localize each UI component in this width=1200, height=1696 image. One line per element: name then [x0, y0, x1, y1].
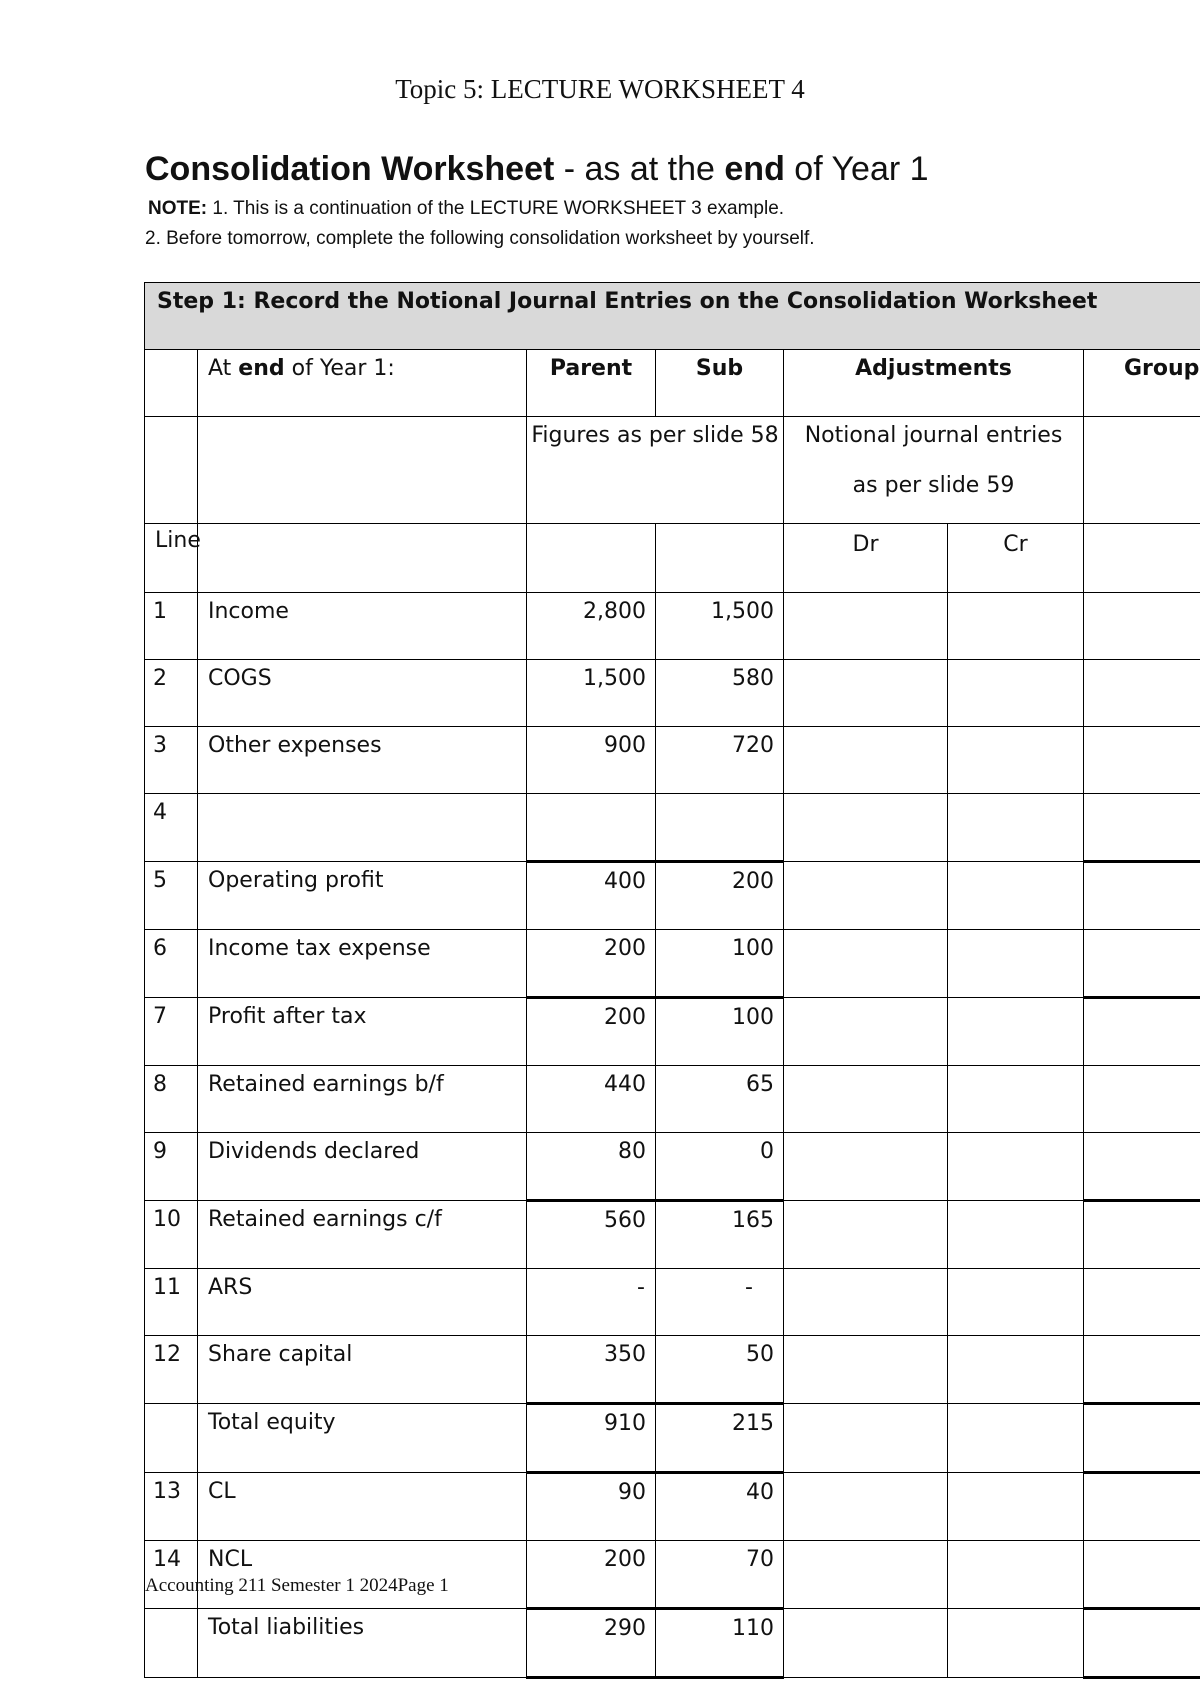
empty-cell [145, 417, 198, 524]
row-description: Other expenses [198, 727, 527, 794]
row-cr-cell [948, 1269, 1084, 1336]
row-line-number: 2 [145, 660, 198, 727]
row-line-number: 10 [145, 1201, 198, 1269]
row-line-number: 5 [145, 862, 198, 930]
figures-note: Figures as per slide 58 [527, 417, 784, 524]
table-row [145, 1066, 1200, 1133]
row-cr-cell [948, 1404, 1084, 1473]
row-parent-value: 560 [527, 1201, 656, 1269]
row-line-number [145, 1404, 198, 1473]
row-sub-value: 65 [656, 1066, 784, 1133]
row-group-cell [1084, 1541, 1200, 1609]
row-description [198, 794, 527, 862]
row-line-number: 1 [145, 593, 198, 660]
row-dr-cell [784, 1269, 948, 1336]
row-cr-cell [948, 930, 1084, 998]
note-label: NOTE: [148, 198, 208, 219]
row-line-number: 12 [145, 1336, 198, 1404]
row-parent-value: 900 [527, 727, 656, 794]
empty-cell [1084, 524, 1200, 593]
row-dr-cell [784, 1201, 948, 1269]
row-parent-value: 910 [527, 1404, 656, 1473]
row-parent-value: 350 [527, 1336, 656, 1404]
table-row [145, 1404, 1200, 1473]
header-period: At end of Year 1: [198, 350, 527, 417]
row-group-cell [1084, 794, 1200, 862]
row-cr-cell [948, 862, 1084, 930]
row-description: Profit after tax [198, 998, 527, 1066]
note-2: 2. Before tomorrow, complete the following consolidation worksheet by yourself. [145, 228, 815, 249]
row-description: NCL [198, 1541, 527, 1609]
row-group-cell [1084, 1609, 1200, 1678]
table-row [145, 794, 1200, 862]
row-group-cell [1084, 1201, 1200, 1269]
table-row [145, 998, 1200, 1066]
row-line-number: 9 [145, 1133, 198, 1201]
row-sub-value: 110 [656, 1609, 784, 1678]
row-sub-value: 40 [656, 1473, 784, 1541]
row-line-number: 4 [145, 794, 198, 862]
row-parent-value: 400 [527, 862, 656, 930]
row-sub-value: 100 [656, 998, 784, 1066]
table-row [145, 1609, 1200, 1678]
note-1 [148, 198, 784, 220]
table-row [145, 660, 1200, 727]
row-description: Dividends declared [198, 1133, 527, 1201]
row-group-cell [1084, 660, 1200, 727]
row-parent-value [527, 794, 656, 862]
row-group-cell [1084, 1269, 1200, 1336]
row-sub-value: 1,500 [656, 593, 784, 660]
empty-cell [198, 524, 527, 593]
table-row [145, 930, 1200, 998]
page-header-title: Topic 5: LECTURE WORKSHEET 4 [395, 74, 805, 104]
row-line-number: 3 [145, 727, 198, 794]
row-group-cell [1084, 1133, 1200, 1201]
empty-cell [656, 524, 784, 593]
title-end: end [724, 150, 785, 188]
row-cr-cell [948, 1201, 1084, 1269]
row-cr-cell [948, 1336, 1084, 1404]
row-description: Share capital [198, 1336, 527, 1404]
row-dr-cell [784, 1336, 948, 1404]
empty-cell [1084, 417, 1200, 524]
page-title [145, 150, 929, 189]
row-cr-cell [948, 794, 1084, 862]
row-sub-value: 580 [656, 660, 784, 727]
row-sub-value: 0 [656, 1133, 784, 1201]
header-adjustments: Adjustments [784, 350, 1084, 417]
table-row [145, 1473, 1200, 1541]
row-cr-cell [948, 1473, 1084, 1541]
row-dr-cell [784, 660, 948, 727]
row-parent-value: 440 [527, 1066, 656, 1133]
row-description: CL [198, 1473, 527, 1541]
worksheet-rows [145, 593, 1200, 1678]
row-line-number: 7 [145, 998, 198, 1066]
row-parent-value: 2,800 [527, 593, 656, 660]
title-bold: Consolidation Worksheet [145, 150, 555, 188]
row-line-number: 8 [145, 1066, 198, 1133]
row-group-cell [1084, 862, 1200, 930]
row-description: Retained earnings b/f [198, 1066, 527, 1133]
row-group-cell [1084, 1473, 1200, 1541]
row-description: Income tax expense [198, 930, 527, 998]
row-description: COGS [198, 660, 527, 727]
row-sub-value: 720 [656, 727, 784, 794]
header-cr: Cr [948, 524, 1084, 593]
row-description: ARS [198, 1269, 527, 1336]
row-group-cell [1084, 1404, 1200, 1473]
empty-cell [527, 524, 656, 593]
row-dr-cell [784, 1609, 948, 1678]
consolidation-worksheet-table [144, 282, 1200, 1679]
row-parent-value: 1,500 [527, 660, 656, 727]
step-title: Step 1: Record the Notional Journal Entries on the Consolidation Worksheet [145, 283, 1200, 350]
row-dr-cell [784, 1133, 948, 1201]
row-dr-cell [784, 727, 948, 794]
row-cr-cell [948, 1133, 1084, 1201]
row-sub-value: 70 [656, 1541, 784, 1609]
row-dr-cell [784, 998, 948, 1066]
row-group-cell [1084, 1066, 1200, 1133]
row-cr-cell [948, 660, 1084, 727]
header-sub: Sub [656, 350, 784, 417]
row-line-number: 13 [145, 1473, 198, 1541]
row-parent-value: 80 [527, 1133, 656, 1201]
row-dr-cell [784, 1473, 948, 1541]
row-cr-cell [948, 1066, 1084, 1133]
row-description: Total liabilities [198, 1609, 527, 1678]
row-sub-value: 165 [656, 1201, 784, 1269]
row-dr-cell [784, 862, 948, 930]
row-group-cell [1084, 998, 1200, 1066]
empty-cell [198, 417, 527, 524]
row-sub-value: - [656, 1269, 784, 1336]
row-line-number: 6 [145, 930, 198, 998]
row-dr-cell [784, 1541, 948, 1609]
table-row [145, 593, 1200, 660]
row-group-cell [1084, 593, 1200, 660]
row-cr-cell [948, 727, 1084, 794]
header-line-cell [145, 350, 198, 417]
row-dr-cell [784, 1066, 948, 1133]
table-row [145, 862, 1200, 930]
table-row [145, 1133, 1200, 1201]
row-parent-value: 290 [527, 1609, 656, 1678]
row-sub-value: 50 [656, 1336, 784, 1404]
row-group-cell [1084, 930, 1200, 998]
notional-note: Notional journal entries as per slide 59 [784, 417, 1084, 524]
row-description: Total equity [198, 1404, 527, 1473]
row-parent-value: 90 [527, 1473, 656, 1541]
title-middle: - as at the [554, 150, 725, 188]
row-dr-cell [784, 1404, 948, 1473]
row-description: Operating profit [198, 862, 527, 930]
page-footer: Accounting 211 Semester 1 2024Page 1 [145, 1575, 449, 1596]
table-row [145, 1269, 1200, 1336]
table-row [145, 1336, 1200, 1404]
table-row [145, 727, 1200, 794]
row-cr-cell [948, 998, 1084, 1066]
row-dr-cell [784, 930, 948, 998]
header-dr: Dr [784, 524, 948, 593]
row-sub-value: 215 [656, 1404, 784, 1473]
row-dr-cell [784, 593, 948, 660]
row-parent-value: - [527, 1269, 656, 1336]
header-group: Group [1084, 350, 1200, 417]
title-rest: of Year 1 [784, 150, 929, 188]
row-group-cell [1084, 1336, 1200, 1404]
row-line-number: 14 [145, 1541, 198, 1609]
row-cr-cell [948, 593, 1084, 660]
row-cr-cell [948, 1541, 1084, 1609]
line-label: Line [145, 524, 198, 593]
row-parent-value: 200 [527, 930, 656, 998]
table-row [145, 1201, 1200, 1269]
header-parent: Parent [527, 350, 656, 417]
row-sub-value [656, 794, 784, 862]
note-1-text: 1. This is a continuation of the LECTURE WORKSHEET 3 example. [207, 198, 785, 219]
row-sub-value: 100 [656, 930, 784, 998]
row-cr-cell [948, 1609, 1084, 1678]
row-sub-value: 200 [656, 862, 784, 930]
row-description: Income [198, 593, 527, 660]
row-group-cell [1084, 727, 1200, 794]
row-line-number [145, 1609, 198, 1678]
row-parent-value: 200 [527, 1541, 656, 1609]
row-dr-cell [784, 794, 948, 862]
row-parent-value: 200 [527, 998, 656, 1066]
row-description: Retained earnings c/f [198, 1201, 527, 1269]
row-line-number: 11 [145, 1269, 198, 1336]
